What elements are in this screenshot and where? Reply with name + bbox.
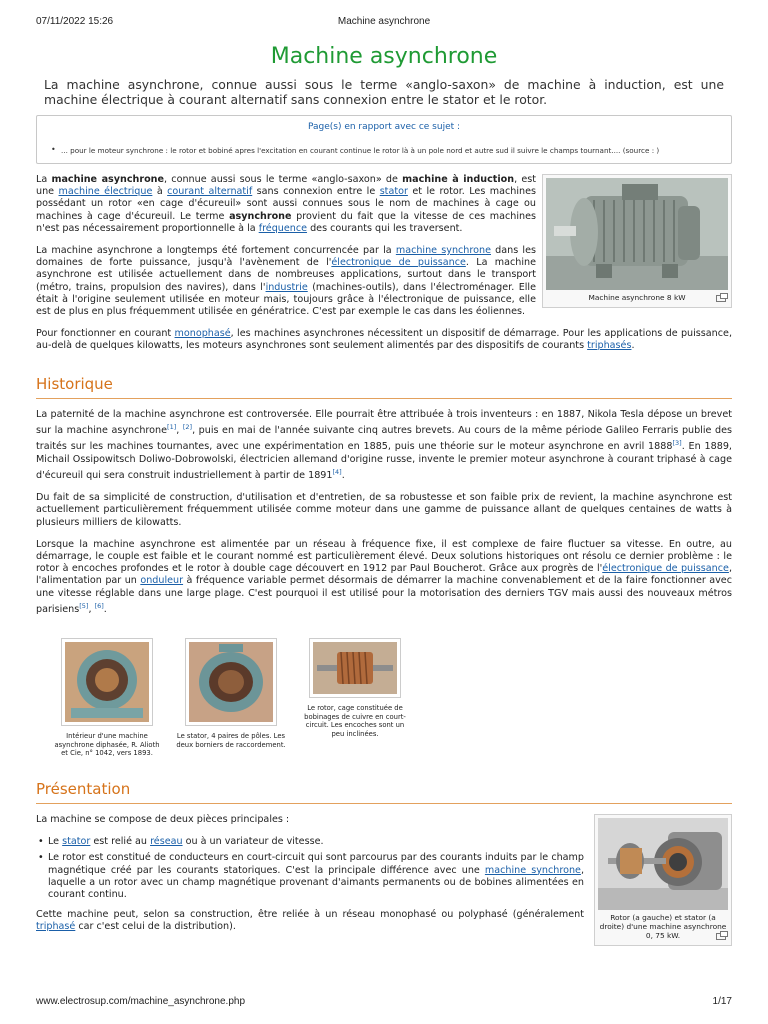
rotor-stator-caption: Rotor (a gauche) et stator (a droite) d'une machine asynchrone 0, 75 kW. (599, 913, 727, 941)
intro-section (36, 174, 732, 318)
enlarge-icon[interactable] (716, 933, 726, 940)
ref-2[interactable]: [2] (182, 422, 193, 431)
print-title: Machine asynchrone (337, 16, 431, 27)
intro-paragraph-1: La machine asynchrone, connue aussi sous le terme «anglo-saxon» de machine à induction, est une machine électrique à courant alternatif sans connexion entre le stator et le rotor. Les machines possédant un rotor «en cage d'écureuil» sont aussi connues sous le nom de machines à cage ou machines à cage d'écureuil. Le terme asynchrone provient du fait que la vitesse de ces machines n'est pas nécessairement proportionnelle à la fréquence des courants qui les traversent. (36, 174, 536, 234)
article (36, 44, 732, 941)
related-pages-box (36, 115, 732, 164)
ref-6[interactable]: [6] (94, 601, 104, 610)
historique-paragraph-1: La paternité de la machine asynchrone est controversée. Elle pourrait être attribuée à trois inventeurs : en 1887, Nikola Tesla dépose un brevet sur la machine asynchrone[1], [2], puis en mai de l'année suivante cinq autres brevets. Au cours de la même période Galileo Ferraris publie des traités sur les machines tournantes, avec une expérimentation en 1885, puis une théorie sur le moteur asynchrone en avril 1888[3]. En 1889, Michail Ossipowitsch Doliwo-Dobrowolski, électricien allemand d'origine russe, invente le premier moteur asynchrone à courant triphasé à cage d'écureuil qui sera construit industriellement à partir de 1891[4]. (36, 408, 732, 482)
link-onduleur[interactable]: onduleur (140, 575, 184, 587)
gallery-item (52, 638, 162, 758)
section-heading-presentation: Présentation (36, 780, 732, 804)
list-item: • Le rotor est constitué de conducteurs en court-circuit qui sont parcourus par des courants induits par le champ magnétique créé par les courants statoriques. C'est la principale différence avec une machine synchrone, laquelle a un rotor avec un champ magnétique provenant d'aimants permanents ou de bobines alimentées en courant continu. (36, 852, 584, 901)
link-monophase[interactable]: monophasé (174, 328, 231, 340)
enlarge-icon[interactable] (716, 295, 726, 302)
gallery-caption: Le rotor, cage constituée de bobinages de cuivre en court-circuit. Les encoches sont un peu inclinées. (304, 704, 406, 739)
link-electronique-de-puissance[interactable]: électronique de puissance (331, 257, 466, 269)
gallery-item (176, 638, 286, 758)
presentation-paragraph: Cette machine peut, selon sa construction, être reliée à un réseau monophasé ou polyphasé (généralement triphasé car c'est celui de la distribution). (36, 909, 584, 933)
print-header (36, 16, 732, 30)
gallery-item (300, 638, 410, 758)
rotor-stator-figure (594, 814, 732, 946)
link-triphases[interactable]: triphasés (587, 340, 632, 352)
page-title: Machine asynchrone (270, 44, 498, 69)
page-number: 1/17 (712, 996, 732, 1007)
link-machine-synchrone[interactable]: machine synchrone (395, 245, 491, 257)
gallery-image-rotor[interactable] (309, 638, 401, 698)
ref-4[interactable]: [4] (332, 467, 342, 476)
link-frequence[interactable]: fréquence (258, 222, 308, 234)
ref-1[interactable]: [1] (167, 422, 177, 431)
motor-figure (542, 174, 732, 308)
presentation-section (36, 814, 732, 941)
related-page-item[interactable]: • ... pour le moteur synchrone : le rotor et bobiné apres l'excitation en courant continue le rotor là à un pole nord et autre sud il suivre le champs tournant.... (source : ) (55, 146, 723, 155)
related-pages-list (45, 146, 723, 155)
section-heading-historique: Historique (36, 375, 732, 399)
link-reseau[interactable]: réseau (150, 836, 183, 848)
link-stator[interactable]: stator (379, 186, 408, 198)
motor-photo[interactable] (546, 178, 728, 290)
gallery-image-interior[interactable] (61, 638, 153, 726)
presentation-list (36, 836, 584, 901)
link-stator-2[interactable]: stator (62, 836, 91, 848)
gallery-caption: Le stator, 4 paires de pôles. Les deux borniers de raccordement. (176, 732, 286, 749)
print-footer (36, 996, 732, 1010)
paragraph-monophase: Pour fonctionner en courant monophasé, les machines asynchrones nécessitent un dispositif de démarrage. Pour les applications de puissance, au-delà de quelques kilowatts, les moteurs asynchrones sont seulement alimentés par des dispositifs de courants triphasés. (36, 328, 732, 352)
link-machine-electrique[interactable]: machine électrique (58, 186, 153, 198)
historique-paragraph-2: Du fait de sa simplicité de construction, d'utilisation et d'entretien, de sa robustesse et son faible prix de revient, la machine asynchrone est actuellement particulièrement fréquemment utilisée comme moteur dans une gamme de puissance allant de quelques centaines de watts à plusieurs milliers de kilowatts. (36, 492, 732, 528)
ref-5[interactable]: [5] (79, 601, 89, 610)
related-pages-title: Page(s) en rapport avec ce sujet : (307, 122, 461, 132)
link-industrie[interactable]: industrie (265, 281, 308, 293)
gallery-caption: Intérieur d'une machine asynchrone diphasée, R. Alioth et Cie, n° 1042, vers 1893. (54, 732, 160, 758)
image-gallery (36, 638, 732, 758)
lead-paragraph: La machine asynchrone, connue aussi sous le terme «anglo-saxon» de machine à induction, est une machine électrique à courant alternatif sans connexion entre le stator et le rotor. (44, 77, 724, 107)
presentation-intro: La machine se compose de deux pièces principales : (36, 814, 290, 826)
link-courant-alternatif[interactable]: courant alternatif (167, 186, 253, 198)
list-item: • Le stator est relié au réseau ou à un variateur de vitesse. (36, 836, 584, 848)
historique-paragraph-3: Lorsque la machine asynchrone est alimentée par un réseau à fréquence fixe, il est complexe de faire fluctuer sa vitesse. En outre, au démarrage, le couple est faible et le courant nommé est particulièrement élevé. Deux solutions historiques ont résolu ce dernier problème : le rotor à encoches profondes et le rotor à double cage découvert en 1912 par Paul Boucherot. Grâce aux progrès de l'électronique de puissance, l'alimentation par un onduleur à fréquence variable permet désormais de démarrer la machine convenablement et de la faire fonctionner avec une vitesse réglable dans une large plage. C'est pourquoi il est utilisé pour la motorisation des derniers TGV mais aussi des nouveaux métros parisiens[5], [6]. (36, 538, 732, 616)
gallery-image-stator[interactable] (185, 638, 277, 726)
link-triphase[interactable]: triphasé (36, 921, 76, 933)
link-electronique-de-puissance-2[interactable]: électronique de puissance (602, 563, 729, 575)
link-machine-synchrone-2[interactable]: machine synchrone (484, 864, 581, 876)
rotor-stator-photo[interactable] (598, 818, 728, 910)
print-date: 07/11/2022 15:26 (36, 16, 114, 27)
ref-3[interactable]: [3] (672, 439, 682, 448)
intro-paragraph-2: La machine asynchrone a longtemps été fortement concurrencée par la machine synchrone dans les domaines de forte puissance, jusqu'à l'avènement de l'électronique de puissance. La machine asynchrone est utilisée actuellement dans de nombreuses applications, surtout dans le transport (métro, trains, propulsion des navires), dans l'industrie (machines-outils), dans l'électroménager. Elle était à l'origine seulement utilisée en moteur mais, toujours grâce à l'électronique de puissance, elle est de plus en plus fréquemment utilisée en génératrice. C'est par exemple le cas dans les éoliennes. (36, 245, 537, 318)
motor-figure-caption: Machine asynchrone 8 kW (546, 290, 728, 304)
print-url: www.electrosup.com/machine_asynchrone.php (36, 996, 245, 1007)
